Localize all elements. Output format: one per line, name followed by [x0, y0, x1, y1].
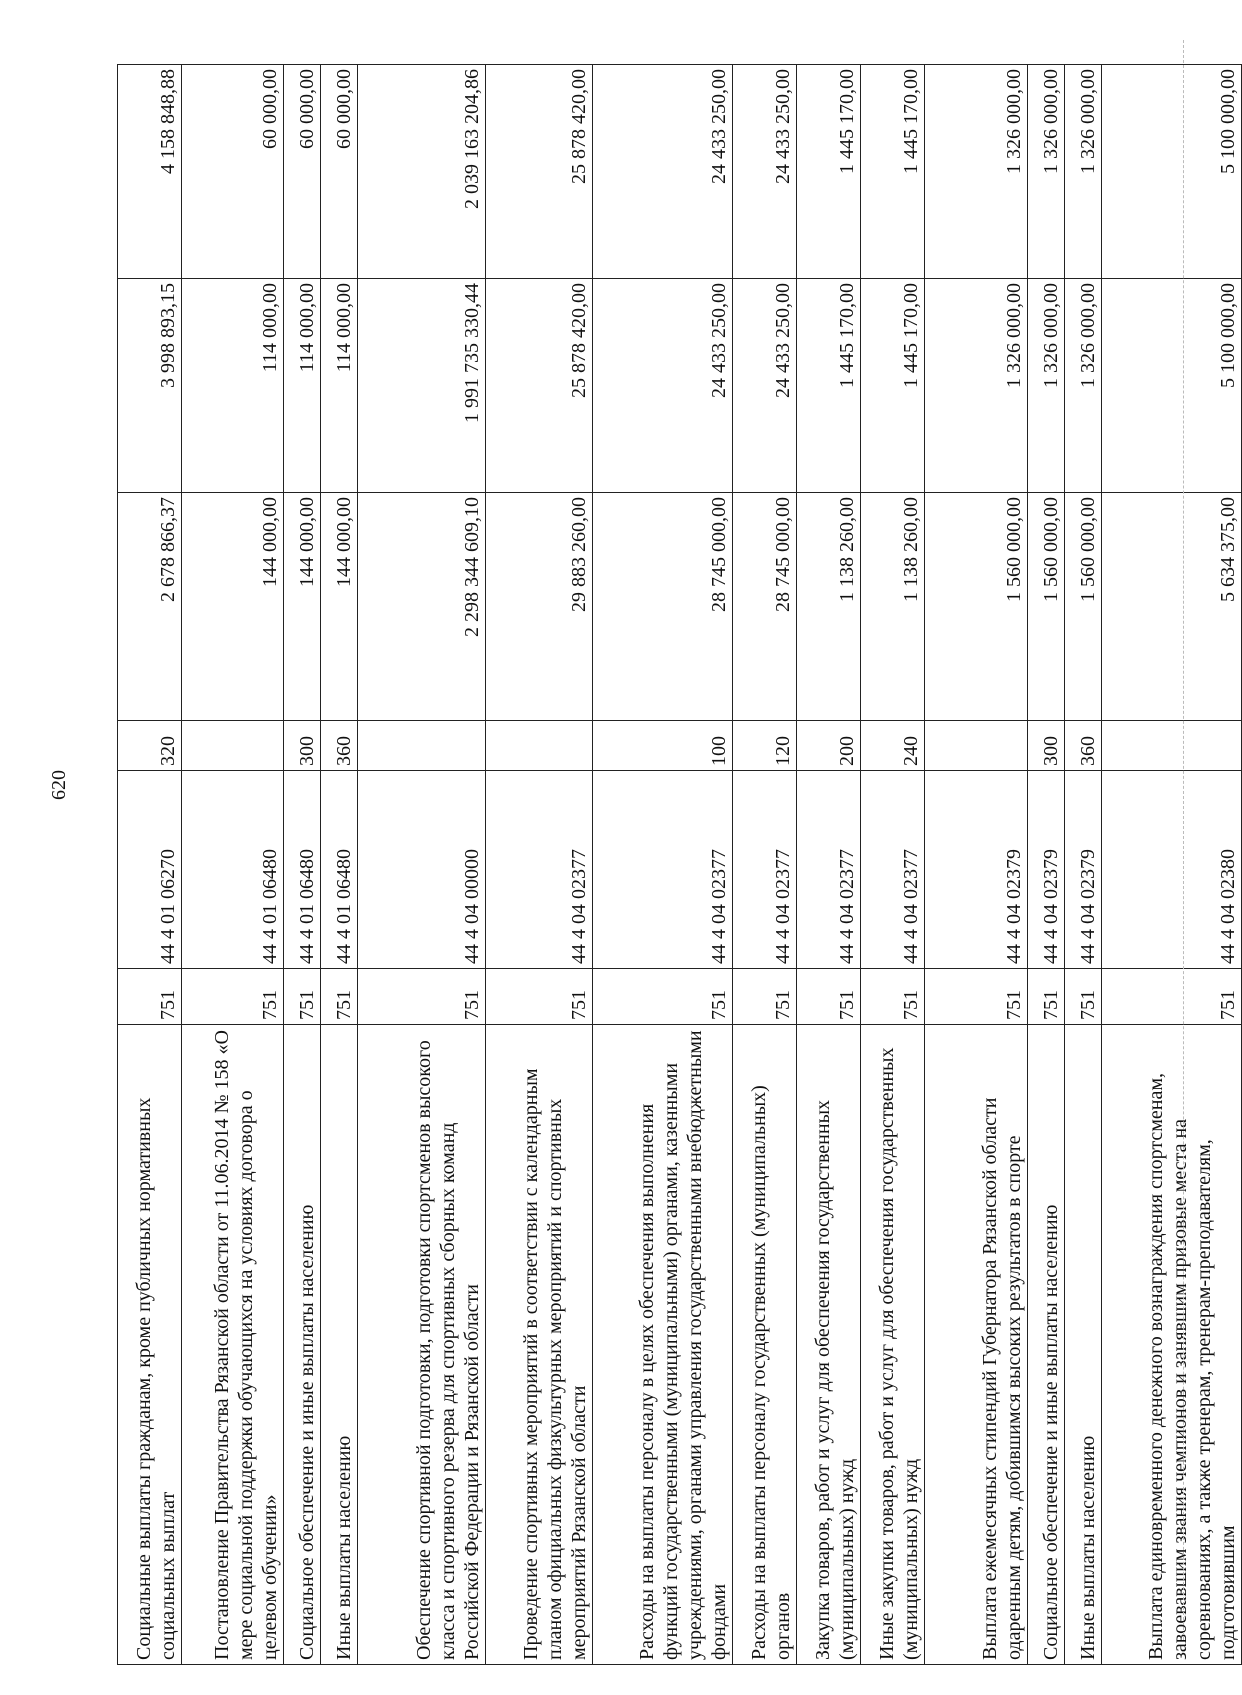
row-csr-cell: 44 4 01 06270	[118, 771, 182, 969]
row-csr-cell: 44 4 04 02379	[1065, 771, 1102, 969]
row-sum-1-cell: 2 678 866,37	[118, 493, 182, 721]
row-sum-3-cell: 1 326 000,00	[925, 65, 1028, 279]
row-sum-2-cell: 25 878 420,00	[486, 279, 593, 493]
row-csr-cell: 44 4 04 02377	[733, 771, 797, 969]
row-sum-2-cell: 1 445 170,00	[797, 279, 861, 493]
row-sum-3-cell: 1 326 000,00	[1065, 65, 1102, 279]
table-row	[797, 65, 861, 1665]
row-sum-2-cell: 114 000,00	[321, 279, 358, 493]
row-csr-cell: 44 4 04 02379	[925, 771, 1028, 969]
row-sum-2-cell: 1 326 000,00	[1065, 279, 1102, 493]
row-sum-3-cell: 4 158 848,88	[118, 65, 182, 279]
table-row	[1102, 65, 1242, 1665]
row-sum-3-cell: 60 000,00	[284, 65, 321, 279]
row-name-cell: Проведение спортивных мероприятий в соответствии с календарным планом официальных физкультурных мероприятий и спортивных мероприятий Рязанской области	[486, 1025, 593, 1665]
row-sum-3-cell: 1 445 170,00	[797, 65, 861, 279]
row-csr-cell: 44 4 04 02377	[861, 771, 925, 969]
row-sum-3-cell: 24 433 250,00	[593, 65, 733, 279]
row-sum-1-cell: 1 560 000,00	[1028, 493, 1065, 721]
table-row	[925, 65, 1028, 1665]
table-row	[861, 65, 925, 1665]
row-grbs-cell: 751	[593, 969, 733, 1025]
row-csr-cell: 44 4 01 06480	[182, 771, 284, 969]
row-sum-1-cell: 144 000,00	[284, 493, 321, 721]
row-grbs-cell: 751	[284, 969, 321, 1025]
row-name-cell: Социальное обеспечение и иные выплаты населению	[1028, 1025, 1065, 1665]
row-sum-1-cell: 1 138 260,00	[861, 493, 925, 721]
row-grbs-cell: 751	[1102, 969, 1242, 1025]
row-grbs-cell: 751	[1065, 969, 1102, 1025]
row-grbs-cell: 751	[486, 969, 593, 1025]
table-row	[733, 65, 797, 1665]
table-body	[118, 65, 1242, 1665]
row-vr-cell: 240	[861, 721, 925, 771]
row-name-cell: Постановление Правительства Рязанской области от 11.06.2014 № 158 «О мере социальной поддержки обучающихся на условиях договора о целевом обучении»	[182, 1025, 284, 1665]
table-row	[182, 65, 284, 1665]
row-vr-cell	[358, 721, 486, 771]
row-vr-cell	[1102, 721, 1242, 771]
row-vr-cell: 360	[321, 721, 358, 771]
row-sum-3-cell: 60 000,00	[321, 65, 358, 279]
row-csr-cell: 44 4 01 06480	[321, 771, 358, 969]
row-sum-3-cell: 1 445 170,00	[861, 65, 925, 279]
row-grbs-cell: 751	[182, 969, 284, 1025]
row-sum-2-cell: 24 433 250,00	[593, 279, 733, 493]
row-name-cell: Закупка товаров, работ и услуг для обеспечения государственных (муниципальных) нужд	[797, 1025, 861, 1665]
row-sum-3-cell: 24 433 250,00	[733, 65, 797, 279]
row-csr-cell: 44 4 04 02380	[1102, 771, 1242, 969]
row-sum-1-cell: 2 298 344 609,10	[358, 493, 486, 721]
budget-table-rotated	[117, 65, 1239, 1665]
row-name-cell: Выплата ежемесячных стипендий Губернатора Рязанской области одаренным детям, добившимся высоких результатов в спорте	[925, 1025, 1028, 1665]
page-number: 620	[48, 770, 70, 800]
row-grbs-cell: 751	[797, 969, 861, 1025]
row-vr-cell: 100	[593, 721, 733, 771]
row-csr-cell: 44 4 04 00000	[358, 771, 486, 969]
row-vr-cell	[925, 721, 1028, 771]
row-vr-cell	[486, 721, 593, 771]
row-csr-cell: 44 4 04 02379	[1028, 771, 1065, 969]
row-sum-3-cell: 1 326 000,00	[1028, 65, 1065, 279]
row-name-cell: Иные закупки товаров, работ и услуг для обеспечения государственных (муниципальных) нужд	[861, 1025, 925, 1665]
row-sum-1-cell: 28 745 000,00	[593, 493, 733, 721]
row-sum-2-cell: 1 991 735 330,44	[358, 279, 486, 493]
row-grbs-cell: 751	[358, 969, 486, 1025]
row-csr-cell: 44 4 01 06480	[284, 771, 321, 969]
row-sum-2-cell: 1 326 000,00	[1028, 279, 1065, 493]
row-name-cell: Расходы на выплаты персоналу государственных (муниципальных) органов	[733, 1025, 797, 1665]
row-vr-cell: 120	[733, 721, 797, 771]
table-row	[118, 65, 182, 1665]
table-row	[1065, 65, 1102, 1665]
budget-table	[117, 64, 1242, 1665]
row-grbs-cell: 751	[861, 969, 925, 1025]
row-name-cell: Иные выплаты населению	[1065, 1025, 1102, 1665]
row-csr-cell: 44 4 04 02377	[593, 771, 733, 969]
row-sum-2-cell: 3 998 893,15	[118, 279, 182, 493]
row-sum-3-cell: 2 039 163 204,86	[358, 65, 486, 279]
row-name-cell: Иные выплаты населению	[321, 1025, 358, 1665]
row-grbs-cell: 751	[925, 969, 1028, 1025]
table-row	[358, 65, 486, 1665]
row-grbs-cell: 751	[118, 969, 182, 1025]
row-sum-3-cell: 5 100 000,00	[1102, 65, 1242, 279]
row-sum-3-cell: 60 000,00	[182, 65, 284, 279]
row-sum-2-cell: 1 326 000,00	[925, 279, 1028, 493]
row-csr-cell: 44 4 04 02377	[486, 771, 593, 969]
scan-edge-artifact	[1183, 40, 1190, 1640]
row-sum-2-cell: 24 433 250,00	[733, 279, 797, 493]
row-sum-1-cell: 29 883 260,00	[486, 493, 593, 721]
table-row	[593, 65, 733, 1665]
row-name-cell: Обеспечение спортивной подготовки, подготовки спортсменов высокого класса и спортивного резерва для спортивных сборных команд Российской Федерации и Рязанской области	[358, 1025, 486, 1665]
row-csr-cell: 44 4 04 02377	[797, 771, 861, 969]
row-grbs-cell: 751	[1028, 969, 1065, 1025]
row-name-cell: Социальное обеспечение и иные выплаты населению	[284, 1025, 321, 1665]
row-sum-1-cell: 1 138 260,00	[797, 493, 861, 721]
row-vr-cell: 300	[284, 721, 321, 771]
row-sum-1-cell: 144 000,00	[182, 493, 284, 721]
row-vr-cell: 200	[797, 721, 861, 771]
row-name-cell: Выплата единовременного денежного вознаграждения спортсменам, завоевавшим звания чемпионов и занявшим призовые места на соревнованиях, а также тренерам, тренерам-преподавателям, подготовившим	[1102, 1025, 1242, 1665]
row-sum-1-cell: 1 560 000,00	[925, 493, 1028, 721]
row-vr-cell: 320	[118, 721, 182, 771]
row-sum-1-cell: 5 634 375,00	[1102, 493, 1242, 721]
row-vr-cell	[182, 721, 284, 771]
row-sum-2-cell: 1 445 170,00	[861, 279, 925, 493]
row-sum-2-cell: 114 000,00	[182, 279, 284, 493]
row-sum-1-cell: 1 560 000,00	[1065, 493, 1102, 721]
row-sum-1-cell: 144 000,00	[321, 493, 358, 721]
row-sum-2-cell: 5 100 000,00	[1102, 279, 1242, 493]
row-grbs-cell: 751	[733, 969, 797, 1025]
row-sum-3-cell: 25 878 420,00	[486, 65, 593, 279]
table-row	[486, 65, 593, 1665]
row-grbs-cell: 751	[321, 969, 358, 1025]
row-sum-2-cell: 114 000,00	[284, 279, 321, 493]
table-row	[321, 65, 358, 1665]
row-name-cell: Расходы на выплаты персоналу в целях обеспечения выполнения функций государственными (муниципальными) органами, казенными учреждениями, органами управления государственными внебюджетными фондами	[593, 1025, 733, 1665]
table-row	[1028, 65, 1065, 1665]
row-name-cell: Социальные выплаты гражданам, кроме публичных нормативных социальных выплат	[118, 1025, 182, 1665]
row-sum-1-cell: 28 745 000,00	[733, 493, 797, 721]
row-vr-cell: 300	[1028, 721, 1065, 771]
table-row	[284, 65, 321, 1665]
row-vr-cell: 360	[1065, 721, 1102, 771]
